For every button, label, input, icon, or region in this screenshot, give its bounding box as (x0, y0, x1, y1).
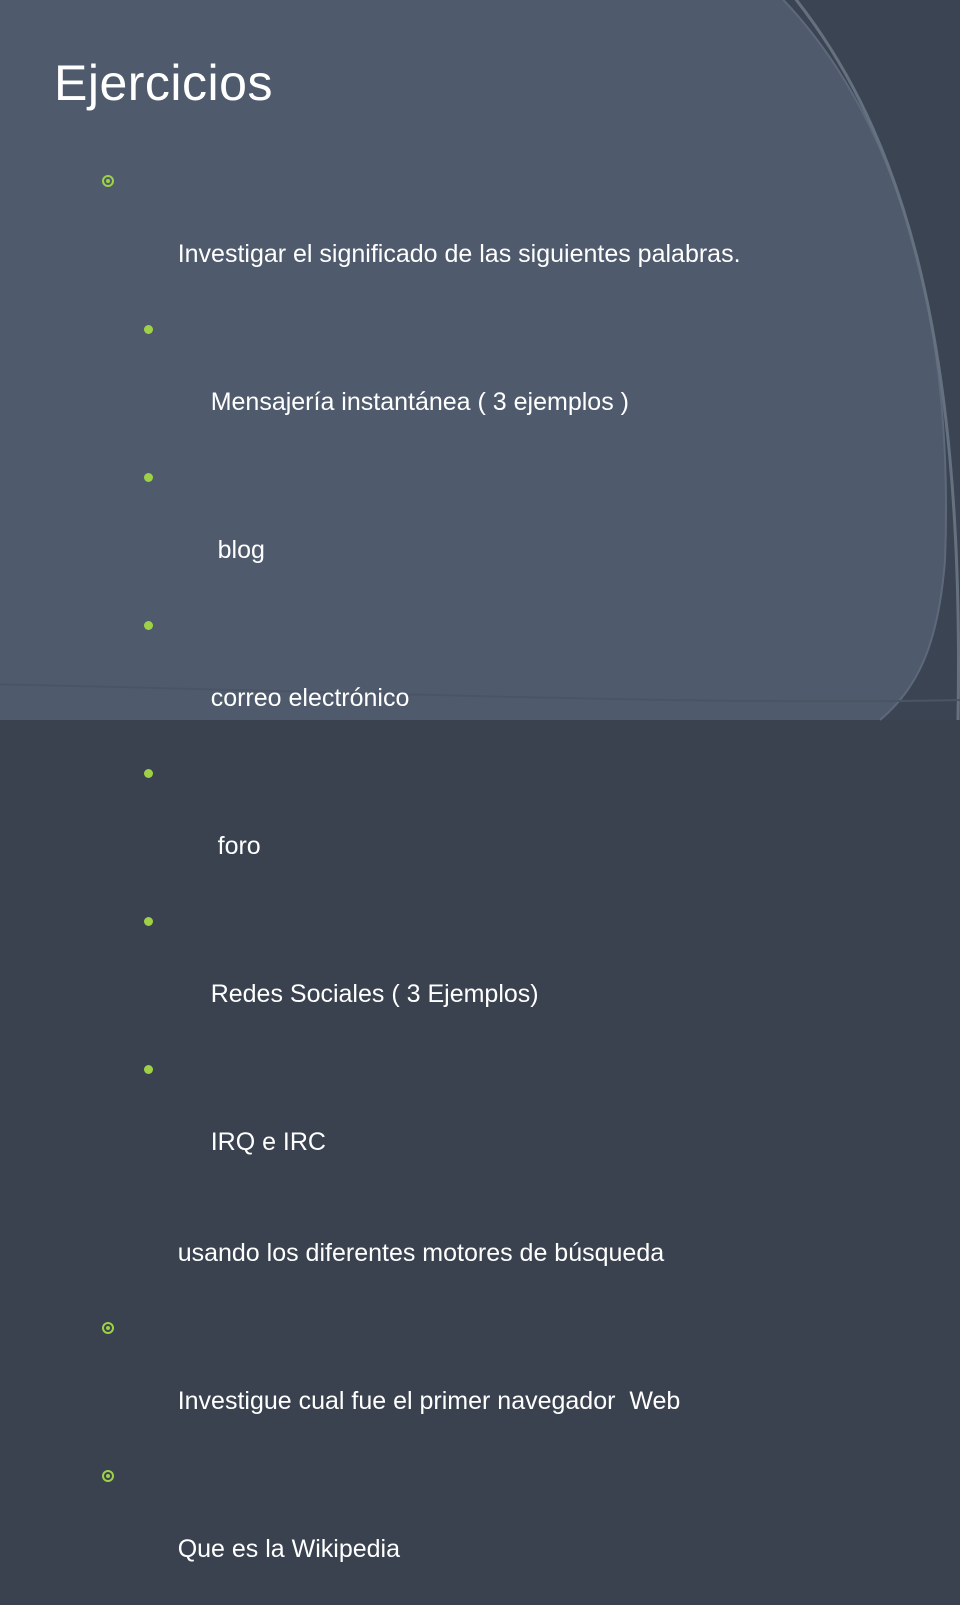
list-item (96, 310, 896, 458)
list-item-text: IRQ e IRC (210, 1128, 326, 1156)
list-item-text: Que es la Wikipedia (177, 1535, 401, 1563)
dot-bullet-icon (144, 1065, 153, 1074)
list-item-text: correo electrónico (210, 684, 410, 712)
list-item-text: Investigar el significado de las siguientes palabras. (177, 240, 741, 268)
list-item (96, 754, 896, 902)
list-item (96, 458, 896, 606)
list-item (96, 902, 896, 1050)
list-item-text: foro (210, 832, 261, 860)
dot-bullet-icon (144, 917, 153, 926)
dot-bullet-icon (144, 769, 153, 778)
dot-bullet-icon (144, 325, 153, 334)
slide-title: Ejercicios (54, 55, 273, 111)
list-item (96, 162, 896, 310)
circle-bullet-icon (102, 175, 114, 187)
circle-bullet-icon (102, 1470, 114, 1482)
list-item-text: Investigue cual fue el primer navegador Web (177, 1387, 681, 1415)
list-item (96, 1050, 896, 1198)
list-item (96, 1457, 896, 1605)
list-item-text: Mensajería instantánea ( 3 ejemplos ) (210, 388, 629, 416)
bullet-list (96, 162, 896, 1605)
list-item-text: usando los diferentes motores de búsqueda (177, 1239, 665, 1267)
list-item (96, 606, 896, 754)
list-item-text: blog (210, 536, 265, 564)
dot-bullet-icon (144, 621, 153, 630)
dot-bullet-icon (144, 473, 153, 482)
list-item (96, 1198, 896, 1309)
list-item-text: Redes Sociales ( 3 Ejemplos) (210, 980, 539, 1008)
circle-bullet-icon (102, 1322, 114, 1334)
list-item (96, 1309, 896, 1457)
